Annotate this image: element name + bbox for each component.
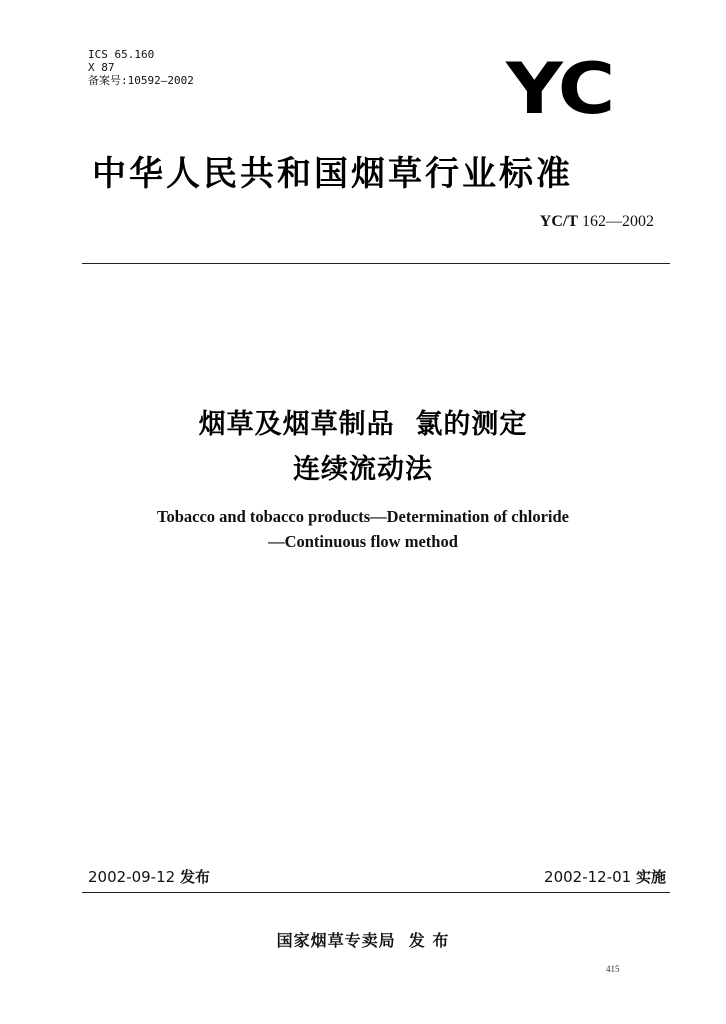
- effective-date-label: 实施: [635, 868, 666, 886]
- bottom-divider: [82, 892, 670, 893]
- effective-date-value: 2002-12-01: [544, 868, 636, 886]
- english-title-line-1: Tobacco and tobacco products—Determination of chloride: [156, 507, 570, 526]
- chinese-title-line-1: 烟草及烟草制品 氯的测定: [198, 409, 528, 440]
- issue-date-value: 2002-09-12: [88, 868, 180, 886]
- publisher: 国家烟草专卖局 发 布: [276, 931, 450, 950]
- standard-number-prefix: YC/T: [539, 213, 578, 230]
- english-title-line-2: —Continuous flow method: [268, 532, 458, 551]
- standard-organization-title: 中华人民共和国烟草行业标准: [92, 154, 573, 194]
- ics-code: ICS 65.160: [88, 48, 155, 61]
- issue-date-label: 发布: [179, 868, 210, 886]
- chinese-title-line-2: 连续流动法: [293, 454, 433, 485]
- top-divider: [82, 263, 670, 264]
- issue-date: [88, 866, 210, 887]
- page-number: 415: [606, 964, 620, 974]
- effective-date: [544, 866, 666, 887]
- yc-logo: YC: [506, 48, 614, 130]
- ccs-code: X 87: [88, 61, 115, 74]
- standard-number: [540, 213, 654, 231]
- classification-block: [88, 48, 194, 87]
- record-number: 备案号:10592—2002: [88, 74, 194, 87]
- standard-number-value: 162—2002: [578, 213, 654, 230]
